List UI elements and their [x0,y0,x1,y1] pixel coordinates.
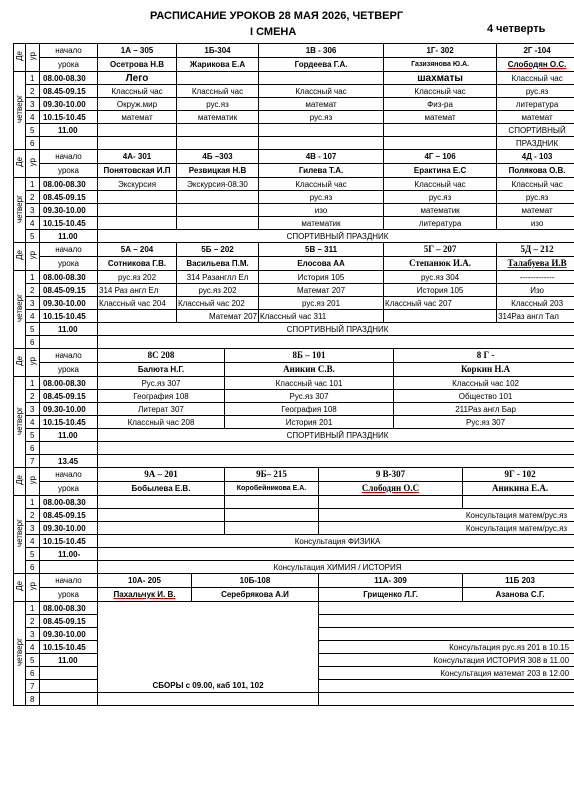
class-5a: 5А – 204 [98,243,177,257]
col-de: Де [14,44,26,72]
block4-row3: 3 09.30-10.00 Литерат 307 География 108 211Раз англ Бар [14,403,574,416]
teacher: Жарикова Е.А [177,58,259,72]
block2-row3: 3 09.30-10.00 изо математик математ [14,204,574,217]
block1-row6: 6 ПРАЗДНИК [14,137,574,150]
block1-row2: 2 08.45-09.15 Классный час Классный час Классный час Классный час рус.яз [14,85,574,98]
block2-row5: 5 11.00 СПОРТИВНЫЙ ПРАЗДНИК [14,230,574,243]
class-10a: 10А- 205 [98,574,192,588]
class-8g: 8 Г - [394,349,574,363]
shift-label: I СМЕНА [250,26,297,38]
class-1g: 1Г- 302 [384,44,497,58]
class-1b: 1Б-304 [177,44,259,58]
block6-row3: 3 09.30-10.00 [14,628,574,641]
block3-row3: 3 09.30-10.00 Классный час 204 Классный час 202 рус.яз 201 Классный час 207 Классный 203 [14,297,574,310]
sbory-cell: СБОРЫ с 09.00, каб 101, 102 [98,602,319,693]
block5-row1: четверг 1 08.00-08.30 [14,496,574,509]
block2-header-row: Де ур начало 4А- 301 4Б –303 4В - 107 4Г – 106 4Д - 103 [14,150,574,164]
class-4g: 4Г – 106 [384,150,497,164]
block5-row2: 2 08.45-09.15 Консультация матем/рус.яз [14,509,574,522]
block6-row8: 8 [14,693,574,706]
page-title: РАСПИСАНИЕ УРОКОВ 28 МАЯ 2026, ЧЕТВЕРГ [150,10,404,22]
block3-header-row: Де ур начало 5А – 204 5Б – 202 5В – 311 5Г – 207 5Д – 212 [14,243,574,257]
block6-row1: четверг 1 08.00-08.30 СБОРЫ с 09.00, каб 101, 102 [14,602,574,615]
block6-row5: 5 11.00 Консультация ИСТОРИЯ 308 в 11.00 [14,654,574,667]
class-4a: 4А- 301 [98,150,177,164]
class-1a: 1А – 305 [98,44,177,58]
class-9g: 9Г - 102 [463,468,574,482]
class-4v: 4В - 107 [259,150,384,164]
block4-row6: 6 [14,442,574,455]
class-5v: 5В – 311 [259,243,384,257]
block3-row4: 4 10.15-10.45 Математ 207 Классный час 311 314Раз англ Тал [14,310,574,323]
block2-row1: четверг 1 08.00-08.30 Экскурсия Экскурсия-08.30 Классный час Классный час Классный час [14,178,574,191]
col-start: начало [40,44,98,58]
class-10b: 10Б-108 [192,574,319,588]
block5-row3: 3 09.30-10.00 Консультация матем/рус.яз [14,522,574,535]
class-5b: 5Б – 202 [177,243,259,257]
block3-row1: четверг 1 08.00-08.30 рус.яз 202 314 Разанглл Ел История 105 рус.яз 304 ------------- [14,271,574,284]
block5-header-row: Де ур начало 9А – 201 9Б– 215 9 В-307 9Г - 102 [14,468,574,482]
block1-row4: 4 10.15-10.45 математ математик рус.яз математ математ [14,111,574,124]
block2-row4: 4 10.15-10.45 математик литература изо [14,217,574,230]
class-9v: 9 В-307 [319,468,463,482]
day-cell: четверг [14,72,26,150]
block4-header-row: Де ур начало 8С 208 8Б – 101 8 Г - [14,349,574,363]
block6-row2: 2 08.45-09.15 [14,615,574,628]
class-5d: 5Д – 212 [497,243,574,257]
col-start: урока [40,58,98,72]
block4-row7: 7 13.45 [14,455,574,468]
class-9b: 9Б– 215 [225,468,319,482]
block1-row1: четверг 1 08.00-08.30 Лего шахматы Классный час [14,72,574,85]
block3-row6: 6 [14,336,574,349]
block4-row4: 4 10.15-10.45 Классный час 208 История 201 Рус.яз 307 [14,416,574,429]
block3-row5: 5 11.00 СПОРТИВНЫЙ ПРАЗДНИК [14,323,574,336]
schedule-table: Де ур начало 1А – 305 1Б-304 1В - 306 1Г- 302 2Г -104 урока Осетрова Н.В Жарикова Е.А Гордеева Г.А. Газизянова Ю.А. Слободян О.С. четверг 1 08.00-08.30 Лего шахматы Классный час 2 08.45-09.15 Классный час Классный час Классный час Классный час рус.яз 3 09.30-10.00 Окруж.мир рус.яз математ Физ-ра литература 4 10.15-10.45 математ математик рус.яз математ математ 5 11.00 СПОРТИВНЫЙ 6 ПРАЗДНИК Де ур начало 4А- 301 4Б –303 4В - 107 4Г – 106 4Д - 103 урока Понятовская И.П Резвицкая Н.В Гилева Т.А. Ерактина Е.С Полякова О.В. четверг 1 08.00-08.30 Экскурсия Экскурсия-08.30 Классный час Классный час Классный час 2 08.45-09.15 рус.яз рус.яз рус.яз 3 09.30-10.00 изо математик математ 4 10.15-10.45 математик литература изо 5 11.00 СПОРТИВНЫЙ ПРАЗДНИК Де ур начало 5А – 204 5Б – 202 5В – 311 5Г – 207 5Д – 212 урока Сотникова Г.В. Васильева П.М. Елосова АА Степанюк И.А. Талабуева И.В четверг 1 08.00-08.30 рус.яз 202 314 Разанглл Ел История 105 рус.яз 304 ------------- 2 08.45-09.15 314 Раз англ Ел рус.яз 202 Математ 207 История 105 Изо 3 09.30-10.00 Классный час 204 Классный час 202 рус.яз 201 Классный час 207 Классный 203 4 10.15-10.45 Математ 207 Классный час 311 314Раз англ Тал 5 11.00 СПОРТИВНЫЙ ПРАЗДНИК 6 Де ур начало 8С 208 8Б – 101 8 Г - урока Балюта Н.Г. Аникин С.В. Коркин Н.А четверг 1 08.00-08.30 Рус.яз 307 Классный час 101 Классный час 102 2 08.45-09.15 География 108 Рус.яз 307 Общество 101 3 09.30-10.00 Литерат 307 География 108 211Раз англ Бар 4 10.15-10.45 Классный час 208 История 201 Рус.яз 307 5 11.00 СПОРТИВНЫЙ ПРАЗДНИК 6 7 13.45 Де ур начало 9А – 201 9Б– 215 9 В-307 9Г - 102 урока Бобылева Е.В. Коробейникова Е.А. Слободян О.С Аникина Е.А. четверг 1 08.00-08.30 2 08.45-09.15 Консультация матем/рус.яз 3 09.30-10.00 Консультация матем/рус.яз 4 10.15-10.45 Консультация ФИЗИКА 5 11.00- 6 Консультация ХИМИЯ / ИСТОРИЯ Де ур начало 10А- 205 10Б-108 11А- 309 11Б 203 урока Пахальчук И. В. Серебрякова А.И Грищенко Л.Г. Азанова С.Г. четверг 1 08.00-08.30 СБОРЫ с 09.00, каб 101, 102 2 08.45-09.15 3 09.30-10.00 4 10.15-10.45 Консультация рус.яз 201 в 10.15 5 11.00 Консультация ИСТОРИЯ 308 в 11.00 6 Консультация математ 203 в 12.00 7 8 [13,43,574,706]
class-1v: 1В - 306 [259,44,384,58]
teacher: Газизянова Ю.А. [384,58,497,72]
block1-header-row2 [14,58,574,72]
class-11b: 11Б 203 [463,574,574,588]
col-ur: ур [26,44,40,72]
block4-row5: 5 11.00 СПОРТИВНЫЙ ПРАЗДНИК [14,429,574,442]
quarter-label: 4 четверть [487,23,546,35]
block5-row4: 4 10.15-10.45 Консультация ФИЗИКА [14,535,574,548]
block1-row5: 5 11.00 СПОРТИВНЫЙ [14,124,574,137]
teacher: Осетрова Н.В [98,58,177,72]
class-8s: 8С 208 [98,349,225,363]
class-2g: 2Г -104 [497,44,574,58]
block6-row7: 7 [14,680,574,693]
block3-row2: 2 08.45-09.15 314 Раз англ Ел рус.яз 202 Математ 207 История 105 Изо [14,284,574,297]
block1-row3: 3 09.30-10.00 Окруж.мир рус.яз математ Физ-ра литература [14,98,574,111]
block5-row5: 5 11.00- [14,548,574,561]
teacher: Гордеева Г.А. [259,58,384,72]
block6-row6: 6 Консультация математ 203 в 12.00 [14,667,574,680]
class-4b: 4Б –303 [177,150,259,164]
block4-row1: четверг 1 08.00-08.30 Рус.яз 307 Классный час 101 Классный час 102 [14,377,574,390]
block4-row2: 2 08.45-09.15 География 108 Рус.яз 307 Общество 101 [14,390,574,403]
block1-header-row [14,44,574,58]
block5-row6: 6 Консультация ХИМИЯ / ИСТОРИЯ [14,561,574,574]
class-9a: 9А – 201 [98,468,225,482]
block6-row4: 4 10.15-10.45 Консультация рус.яз 201 в 10.15 [14,641,574,654]
class-8b: 8Б – 101 [225,349,394,363]
block2-row2: 2 08.45-09.15 рус.яз рус.яз рус.яз [14,191,574,204]
teacher: Слободян О.С. [497,58,574,72]
block6-header-row: Де ур начало 10А- 205 10Б-108 11А- 309 11Б 203 [14,574,574,588]
class-5g: 5Г – 207 [384,243,497,257]
class-11a: 11А- 309 [319,574,463,588]
class-4d: 4Д - 103 [497,150,574,164]
